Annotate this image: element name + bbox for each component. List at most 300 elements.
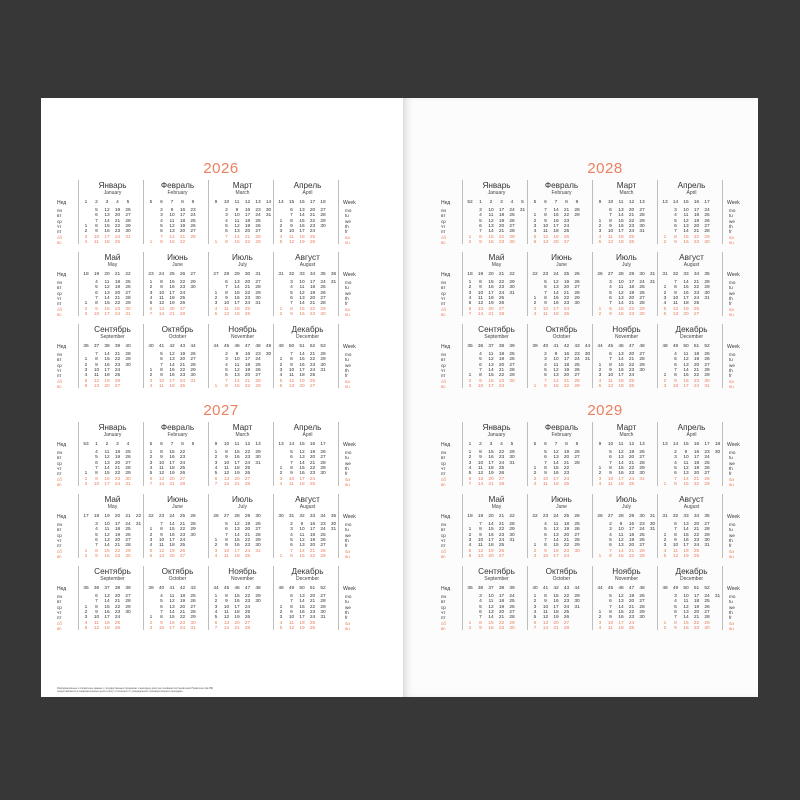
day-cell: 21 [488,481,494,487]
day-cell: 28 [190,522,196,527]
day-cell: 11 [299,285,305,291]
day-cell: 16 [104,306,110,312]
day-cell: 5 [95,208,98,213]
day-cell: 26 [509,357,515,363]
day-cell: 21 [179,234,186,240]
week-number: 22 [125,272,131,277]
day-cell: 30 [574,548,580,554]
weekday-label: вт [57,285,62,291]
day-cell: 16 [299,471,305,477]
day-cell: 26 [190,352,196,357]
day-cell: 29 [320,604,326,610]
divider [722,566,723,630]
week-number: 19 [477,272,484,277]
day-cell: 16 [618,367,624,373]
day-cell: 7 [544,460,547,466]
day-cell: 10 [477,383,484,389]
week-number: 39 [532,344,538,349]
weekday-label: чт [57,367,62,373]
week-numbers [276,344,339,350]
month-august [660,252,723,316]
day-cell: 1 [214,239,218,245]
month-october [146,566,209,630]
day-cell: 1 [84,223,88,229]
week-numbers [81,514,144,520]
week-number: 31 [662,514,668,519]
weekday-label: sa [345,378,350,384]
day-cell: 14 [104,295,110,301]
weekday-label: чт [57,537,62,543]
day-cell: 21 [563,208,570,213]
day-cell: 19 [114,532,121,538]
week-number: 42 [169,344,175,349]
day-cell: 29 [320,357,326,363]
day-cell: 8 [479,620,482,626]
day-cell: 28 [574,378,580,384]
day-cell: 25 [693,548,700,554]
divider [78,494,79,558]
day-cell: 26 [125,455,131,461]
day-cell: 16 [104,362,110,368]
month-name-ru: Сентябрь [478,325,515,334]
day-cell: 23 [498,378,505,384]
month-name-en: September [100,334,125,340]
week-numbers [211,514,274,520]
day-cell: 6 [214,476,218,482]
day-cell: 2 [84,609,88,615]
day-cell: 4 [279,620,283,626]
day-cell: 25 [320,532,326,538]
month-name-en: October [552,334,571,340]
day-cell: 14 [104,465,110,471]
day-cell: 8 [225,537,228,543]
day-cell: 24 [563,306,570,312]
day-cell: 27 [320,295,326,301]
day-cell: 29 [704,532,710,538]
day-cell: 8 [290,553,293,559]
week-label: Week [343,272,356,278]
day-cell: 14 [169,609,175,615]
day-cell: 3 [598,620,602,626]
day-cell: 10 [169,213,175,219]
day-cell: 21 [628,604,635,610]
day-cell: 20 [693,223,700,229]
day-cell: 27 [704,362,710,368]
day-cell: 13 [158,553,165,559]
week-number: 7 [170,200,174,205]
day-cell: 11 [673,548,678,554]
month-name-ru: Июль [616,495,637,504]
divider [338,422,339,486]
day-cell: 26 [498,548,505,554]
day-cell: 13 [553,285,559,291]
day-cell: 9 [554,352,558,357]
day-cell: 28 [244,625,251,631]
day-cell: 5 [95,532,98,538]
day-cell: 2 [279,471,283,477]
day-cell: 5 [674,218,677,224]
weekday-label: сб [57,548,62,554]
weekday-label: fr [345,229,348,235]
day-cell: 6 [544,532,547,538]
day-cell: 13 [618,208,624,213]
day-cell: 6 [674,223,677,229]
week-number: 34 [693,272,700,277]
week-label: Нед [57,272,67,278]
day-cell: 8 [544,594,547,599]
weekday-label: su [729,553,734,559]
divider [527,324,528,388]
day-cell: 4 [279,481,283,487]
day-cell: 17 [618,373,624,379]
day-cell: 5 [214,471,218,477]
day-cell: 24 [255,357,261,363]
weekday-label: пн [57,208,63,213]
day-cell: 26 [498,471,505,477]
day-cell: 28 [320,548,326,554]
day-cell: 18 [618,625,624,631]
month-name-ru: Ноябрь [228,567,257,576]
day-cell: 10 [683,455,689,461]
day-cell: 13 [618,543,624,549]
day-cell: 20 [104,383,110,389]
day-cell: 6 [225,280,228,285]
week-number: 4 [510,200,514,205]
day-cell: 2 [214,599,218,605]
weekday-label: вс [441,481,446,487]
day-cell: 23 [309,362,316,368]
day-cell: 10 [672,383,679,389]
day-cell: 3 [214,604,218,610]
day-cell: 9 [479,625,482,631]
weekday-labels-ru [57,180,71,244]
day-cell: 7 [533,625,537,631]
week-number: 4 [116,200,119,205]
weekday-label: fr [345,543,348,549]
day-cell: 28 [509,229,515,235]
day-cell: 17 [498,208,505,213]
day-cell: 29 [639,465,645,471]
weekday-label: вс [441,625,446,631]
day-cell: 2 [598,471,602,477]
day-cell: 19 [693,218,700,224]
day-cell: 27 [320,455,326,461]
day-cell: 2 [84,362,88,368]
week-numbers [465,272,528,278]
weekday-label: th [729,465,733,471]
day-cell: 19 [488,548,494,554]
day-cell: 21 [498,615,505,621]
day-cell: 10 [158,537,165,543]
divider [462,180,463,244]
day-cell: 17 [244,357,251,363]
day-cell: 16 [618,223,624,229]
day-cell: 21 [179,609,186,615]
day-cell: 19 [244,522,251,527]
day-grid [530,522,593,560]
day-cell: 17 [234,604,240,610]
day-cell: 13 [477,306,484,312]
day-cell: 28 [704,367,710,373]
day-cell: 7 [544,290,547,296]
week-number: 37 [104,586,110,591]
week-label: Week [343,200,356,206]
day-cell: 25 [563,609,570,615]
day-cell: 23 [114,553,121,559]
week-number: 28 [618,272,624,277]
weekday-label: tu [345,599,349,605]
day-grid [276,280,339,318]
day-grid [81,594,144,632]
day-cell: 5 [290,290,293,296]
day-cell: 15 [683,481,689,487]
day-cell: 4 [609,532,612,538]
day-cell: 21 [169,481,175,487]
divider [273,324,274,388]
day-cell: 15 [553,295,559,301]
day-cell: 28 [125,599,131,605]
week-label: Нед [441,272,451,278]
day-cell: 26 [563,615,570,621]
week-number: 41 [542,586,549,591]
day-cell: 10 [542,223,549,229]
day-cell: 12 [553,280,559,285]
day-cell: 19 [179,352,186,357]
day-cell: 9 [619,522,623,527]
day-cell: 7 [160,234,163,240]
day-cell: 10 [618,527,624,533]
month-april [660,422,723,486]
day-cell: 3 [84,367,88,373]
day-cell: 24 [509,208,515,213]
day-cell: 5 [214,615,218,621]
day-cell: 3 [609,280,612,285]
week-number: 49 [672,586,679,591]
day-cell: 18 [628,285,635,291]
day-cell: 23 [244,543,251,549]
week-number: 29 [234,272,240,277]
day-cell: 6 [674,522,677,527]
day-cell: 16 [169,532,175,538]
day-cell: 23 [114,609,121,615]
day-cell: 15 [299,218,305,224]
day-cell: 19 [628,537,635,543]
week-number: 40 [148,344,154,349]
day-cell: 27 [244,620,251,626]
weekday-label: вт [441,599,446,605]
week-number: 13 [662,442,668,447]
day-cell: 14 [683,527,689,533]
day-cell: 10 [223,604,230,610]
week-number: 29 [628,514,635,519]
week-number: 17 [309,200,316,205]
day-cell: 10 [542,553,549,559]
day-cell: 22 [693,481,700,487]
day-cell: 20 [309,594,316,599]
day-cell: 10 [288,476,295,482]
day-cell: 30 [320,609,326,615]
day-cell: 22 [114,548,121,554]
day-cell: 29 [320,306,326,312]
weekday-labels-ru [57,566,71,630]
day-cell: 4 [149,465,153,471]
divider [273,566,274,630]
day-cell: 4 [84,239,88,245]
week-numbers [276,200,339,206]
day-cell: 14 [169,362,175,368]
week-number: 33 [683,272,689,277]
day-cell: 21 [234,481,240,487]
day-cell: 22 [114,223,121,229]
day-cell: 1 [663,373,667,379]
day-cell: 16 [299,609,305,615]
day-cell: 22 [498,234,505,240]
day-cell: 24 [639,527,645,533]
day-cell: 25 [179,295,186,301]
day-cell: 3 [84,615,88,621]
day-cell: 3 [468,537,472,543]
day-cell: 5 [468,301,472,307]
divider [722,422,723,486]
day-cell: 2 [279,223,283,229]
week-number: 48 [662,344,668,349]
day-cell: 23 [563,471,570,477]
day-cell: 1 [149,367,153,373]
day-cell: 26 [320,290,326,296]
week-numbers [465,442,528,448]
day-cell: 9 [225,455,228,461]
day-cell: 26 [574,527,580,533]
day-cell: 24 [704,455,710,461]
day-cell: 1 [149,239,153,245]
day-cell: 14 [618,357,624,363]
day-cell: 26 [320,450,326,455]
day-cell: 10 [618,280,624,285]
day-cell: 31 [714,594,721,599]
week-number: 9 [598,200,602,205]
day-cell: 28 [639,604,645,610]
day-grid [465,280,528,318]
day-cell: 14 [158,311,165,317]
day-cell: 9 [170,208,174,213]
day-cell: 30 [509,378,515,384]
day-cell: 9 [479,285,482,291]
month-september [465,566,528,630]
day-cell: 23 [563,218,570,224]
day-cell: 4 [533,481,537,487]
day-cell: 1 [468,234,472,240]
day-cell: 18 [104,373,110,379]
day-cell: 1 [279,218,283,224]
day-cell: 22 [498,450,505,455]
day-cell: 7 [609,548,612,554]
month-june [530,252,593,316]
day-cell: 19 [299,378,305,384]
weekday-label: su [729,239,734,245]
day-cell: 6 [468,553,472,559]
day-cell: 16 [488,285,494,291]
day-cell: 10 [683,208,689,213]
day-cell: 4 [214,609,218,615]
day-cell: 20 [563,455,570,461]
week-number: 26 [190,514,196,519]
day-cell: 12 [553,527,559,533]
weekday-label: mo [729,208,736,213]
week-number: 11 [618,442,624,447]
month-name-en: July [238,262,247,268]
day-cell: 7 [609,357,612,363]
week-number: 27 [190,272,196,277]
day-cell: 22 [179,615,186,621]
day-cell: 31 [330,527,337,533]
day-cell: 29 [574,594,580,599]
divider [78,566,79,630]
week-number: 38 [498,586,505,591]
week-number: 5 [510,442,514,447]
weekday-label: su [729,311,734,317]
day-cell: 22 [309,357,316,363]
day-cell: 20 [309,295,316,301]
day-cell: 24 [309,367,316,373]
day-cell: 30 [639,223,645,229]
weekday-label: пт [441,229,446,235]
year-title: 2028 [587,160,623,177]
day-cell: 20 [693,609,700,615]
weekday-label: пн [57,522,63,527]
day-cell: 9 [674,378,677,384]
day-cell: 3 [468,383,472,389]
weekday-label: чт [57,223,62,229]
day-grid [465,208,528,246]
day-cell: 12 [618,290,624,296]
month-name-en: January [487,190,506,196]
day-cell: 23 [309,311,316,317]
day-cell: 1 [533,465,537,471]
divider [273,494,274,558]
day-cell: 20 [114,290,121,296]
day-cell: 9 [674,290,677,296]
day-cell: 9 [544,301,547,307]
day-grid [146,450,209,488]
week-number: 39 [114,344,121,349]
day-cell: 8 [160,367,163,373]
day-cell: 12 [672,306,679,312]
week-number: 22 [148,514,154,519]
week-label: Week [727,586,740,592]
day-cell: 26 [255,367,261,373]
weekday-label: we [729,604,735,610]
day-cell: 22 [244,383,251,389]
week-number: 45 [223,586,230,591]
week-number: 35 [320,272,326,277]
week-number: 35 [467,586,473,591]
day-cell: 20 [628,352,635,357]
divider [462,324,463,388]
day-cell: 30 [320,362,326,368]
day-cell: 29 [639,362,645,368]
day-cell: 29 [639,609,645,615]
divider [273,180,274,244]
day-cell: 20 [628,455,635,461]
week-number: 48 [255,344,261,349]
day-cell: 23 [563,548,570,554]
week-numbers [465,200,528,206]
day-cell: 6 [674,362,677,368]
week-label: Нед [441,200,451,206]
day-cell: 10 [234,213,240,219]
weekday-label: вт [57,213,62,219]
week-number: 5 [149,200,153,205]
